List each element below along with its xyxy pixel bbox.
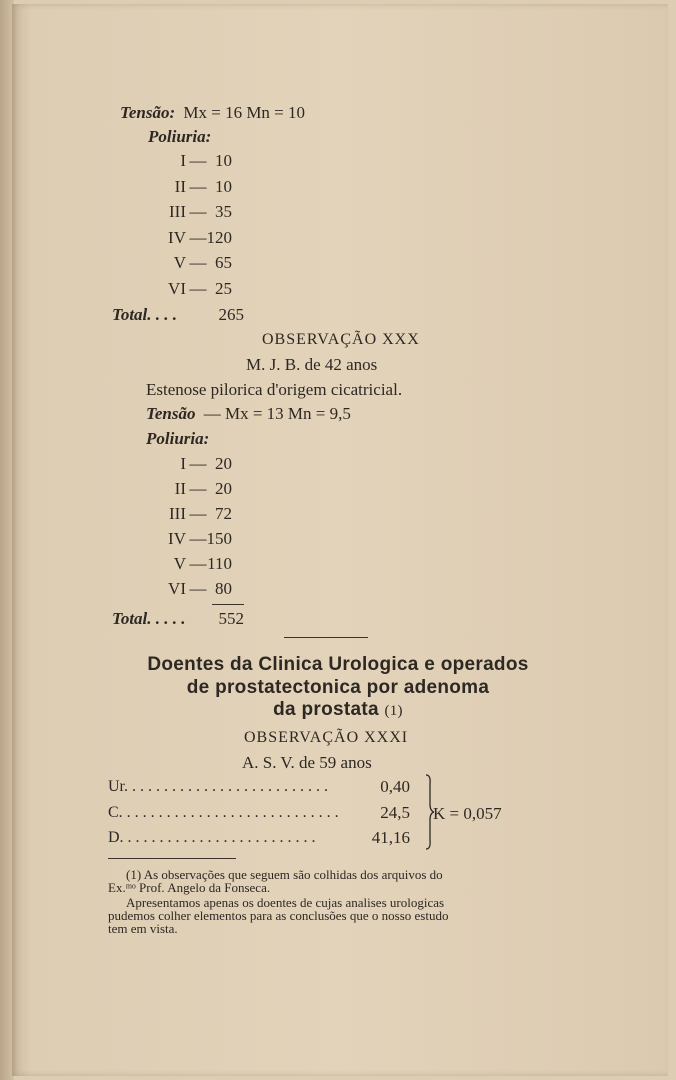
patient-30: M. J. B. de 42 anos	[246, 355, 378, 374]
poliuria-value: 10	[215, 176, 232, 196]
poliuria-dash: —	[189, 504, 207, 523]
poliuria-value: 20	[215, 479, 232, 498]
poliuria-value: 35	[215, 202, 232, 221]
tensao-label-2: Tensão	[146, 404, 196, 423]
analysis-label-d: D. . . . . . . . . . . . . . . . . . . . . . . . .	[108, 829, 316, 846]
tensao-label-1: Tensão:	[120, 103, 176, 122]
total-row-1	[112, 305, 177, 325]
observation-title-31: OBSERVAÇÃO XXXI	[244, 729, 409, 746]
poliuria-value: 65	[215, 253, 232, 272]
tensao-line-1	[120, 103, 305, 123]
footnote-rule	[108, 858, 236, 859]
total-value-1: 265	[218, 305, 244, 324]
footnote-1-line-1: (1) As observações que seguem são colhidas dos arquivos do	[126, 867, 443, 882]
poliuria-period: VI	[168, 278, 186, 298]
poliuria-period: VI	[168, 579, 186, 598]
poliuria-dash: —	[189, 579, 207, 598]
poliuria-period: IV	[168, 529, 186, 548]
poliuria-value: 150	[206, 529, 232, 548]
footnote-ref: (1)	[384, 703, 403, 719]
poliuria-period: V	[173, 554, 186, 573]
observation-title-30: OBSERVAÇÃO XXX	[262, 331, 420, 348]
analysis-label-ur: Ur. . . . . . . . . . . . . . . . . . . . . . . . . .	[108, 778, 328, 795]
section-heading-line-1: Doentes da Clinica Urologica e operados	[147, 654, 529, 675]
total-row-2	[112, 609, 186, 629]
poliuria-dash: —	[189, 151, 207, 170]
poliuria-dash: —	[189, 529, 207, 548]
analysis-value-ur: 0,40	[380, 777, 410, 796]
poliuria-period: V	[173, 253, 186, 272]
poliuria-dash: —	[189, 278, 207, 298]
analysis-value-d: 41,16	[371, 828, 410, 847]
footnote-2-line-1: Apresentamos apenas os doentes de cujas analises urologicas	[126, 895, 445, 910]
total-value-2: 552	[218, 609, 244, 628]
poliuria-dash: —	[189, 554, 207, 573]
patient-31: A. S. V. de 59 anos	[242, 753, 372, 772]
poliuria-label-1: Poliuria:	[148, 127, 212, 146]
analysis-label-c: C. . . . . . . . . . . . . . . . . . . . . . . . . . . .	[108, 804, 339, 821]
total-label-2: Total. . . . .	[112, 609, 186, 628]
poliuria-value: 10	[215, 151, 232, 170]
poliuria-value: 72	[215, 504, 232, 523]
diagnosis-30: Estenose pilorica d'origem cicatricial.	[146, 380, 403, 399]
k-value: K = 0,057	[433, 804, 502, 823]
poliuria-period: I	[180, 151, 186, 170]
poliuria-period: II	[174, 176, 186, 196]
poliuria-label-2: Poliuria:	[146, 429, 210, 448]
section-divider	[284, 637, 368, 638]
section-heading-text-3: da prostata	[273, 699, 379, 720]
poliuria-dash: —	[189, 176, 207, 196]
poliuria-period: I	[180, 454, 186, 473]
tensao-value-2: — Mx = 13 Mn = 9,5	[203, 404, 351, 423]
section-heading-line-3	[0, 699, 676, 721]
footnote-2-line-2: pudemos colher elementos para as conclusões que o nosso estudo	[108, 908, 449, 923]
poliuria-value: 120	[206, 227, 232, 247]
poliuria-dash: —	[189, 227, 207, 247]
footnote-2-line-3: tem em vista.	[108, 921, 178, 936]
poliuria-value: 20	[215, 454, 232, 473]
poliuria-period: IV	[168, 227, 186, 247]
poliuria-dash: —	[189, 253, 207, 272]
tensao-value-1: Mx = 16 Mn = 10	[183, 103, 306, 122]
poliuria-dash: —	[189, 454, 207, 473]
analysis-value-c: 24,5	[380, 803, 410, 822]
poliuria-dash: —	[189, 479, 207, 498]
poliuria-value: 110	[207, 554, 232, 573]
poliuria-period: II	[174, 479, 186, 498]
poliuria-value: 80	[215, 579, 232, 598]
poliuria-period: III	[169, 504, 186, 523]
poliuria-dash: —	[189, 202, 207, 221]
total-label-1: Total. . . .	[112, 305, 178, 324]
section-heading-line-2: de prostatectonica por adenoma	[186, 677, 490, 698]
tensao-line-2	[146, 404, 351, 424]
poliuria-value: 25	[215, 278, 232, 298]
footnote-1-line-2: Ex.ᵐᵒ Prof. Angelo da Fonseca.	[108, 880, 271, 895]
poliuria-period: III	[169, 202, 186, 221]
sum-rule	[212, 604, 244, 605]
